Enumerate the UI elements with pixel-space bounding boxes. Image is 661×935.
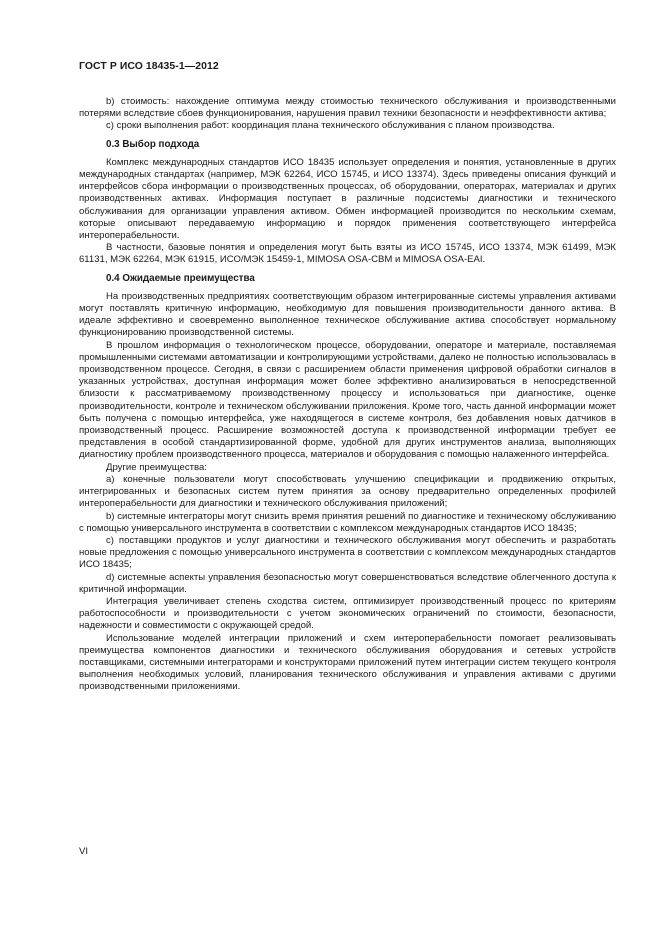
paragraph-models-usage: Использование моделей интеграции приложений и схем интероперабельности помогает реализовывать преимущества компонентов диагностики и технического обслуживания оборудования и сетевых устройств поставщиками, системными интеграторами и конструкторами приложений путем интеграции систем текущего контроля выполнения необходимых условий, планирования технического обслуживания и управления активами с другими производственными приложениями.	[79, 632, 616, 693]
paragraph-cost: b) стоимость: нахождение оптимума между стоимостью технического обслуживания и производственными потерями вследствие сбоев функционирования, нарушения правил техники безопасности и неэффективности актива;	[79, 96, 616, 120]
list-item-c: с) поставщики продуктов и услуг диагностики и технического обслуживания могут обеспечить и разработать новые предложения с помощью универсального инструмента в соответствии с комплексом международных стандартов ИСО 18435;	[79, 534, 616, 571]
document-header: ГОСТ Р ИСО 18435-1—2012	[79, 61, 219, 72]
list-item-a: а) конечные пользователи могут способствовать улучшению спецификации и продвижению открытых, интегрированных и безопасных систем путем принятия за основу предварительно определенных профилей интероперабельности для диагностики и технического обслуживания приложений;	[79, 473, 616, 510]
paragraph-other-benefits: Другие преимущества:	[106, 461, 207, 473]
list-item-b: b) системные интеграторы могут снизить время принятия решений по диагностике и техническому обслуживанию с помощью универсального инструмента в соответствии с комплексом международных стандартов ИСО 18435;	[79, 510, 616, 534]
section-heading-0-3: 0.3 Выбор подхода	[106, 138, 200, 150]
paragraph-approach: Комплекс международных стандартов ИСО 18435 использует определения и понятия, установленные в других международных стандартах (например, МЭК 62264, ИСО 15745, и ИСО 13374). Здесь приведены описания функций и интерфейсов сбора информации о производственных процессах, об оборудовании, операторах, материалах и других производственных активах. Информация поступает в различные подсистемы диагностики и технического обслуживания для организации управления активом. Обмен информацией производится по нескольким схемам, которые описывают передаваемую информацию и порядок применения соответствующего интерфейса интероперабельности.	[79, 156, 616, 242]
document-body	[79, 96, 616, 694]
section-heading-0-4: 0.4 Ожидаемые преимущества	[106, 272, 255, 284]
paragraph-integration: Интеграция увеличивает степень сходства систем, оптимизирует производственный процесс по критериям работоспособности и производительности с учетом экономических ограничений по стоимости, безопасности, надежности и совместимости с окружающей средой.	[79, 595, 616, 632]
page-number: VI	[79, 846, 89, 857]
paragraph-asset-management: На производственных предприятиях соответствующим образом интегрированные системы управления активами могут поставлять критичную информацию, необходимую для повышения производительности данного актива. В идеале эффективно и своевременно выполненное техническое обслуживание актива способствует нормальному функционированию производственной системы.	[79, 290, 616, 339]
paragraph-base-concepts: В частности, базовые понятия и определения могут быть взяты из ИСО 15745, ИСО 13374, МЭК 61499, МЭК 61131, МЭК 62264, МЭК 61915, ИСО/МЭК 15459-1, MIMOSA OSA-CBM и MIMOSA OSA-EAI.	[79, 242, 616, 266]
paragraph-deadlines: с) сроки выполнения работ: координация плана технического обслуживания с планом производства.	[106, 120, 555, 132]
list-item-d: d) системные аспекты управления безопасностью могут совершенствоваться вследствие облегченного доступа к критичной информации.	[79, 571, 616, 595]
paragraph-past-information: В прошлом информация о технологическом процессе, оборудовании, операторе и материале, поставляемая промышленными системами автоматизации и контролирующими устройствами, далеко не полностью использовалась в производственном процессе. Сегодня, в связи с расширением области применения цифровой обработки сигналов в указанных устройствах, доступная информация может более эффективно анализироваться в непосредственной близости к рассматриваемому производственному процессу и использоваться при диагностике, оценке производительности, контроле и техническом обслуживании приложения. Кроме того, часть данной информации может быть получена с помощью интерфейса, уже находящегося в системе контроля, без добавления новых датчиков в производственный процесс. Расширение возможностей доступа к производственной информации требует ее представления в особой стандартизированной форме, удобной для других инструментов анализа, выполняющих диагностику проблем производственного процесса, материалов и оборудования с помощью налаженного интерфейса.	[79, 339, 616, 461]
